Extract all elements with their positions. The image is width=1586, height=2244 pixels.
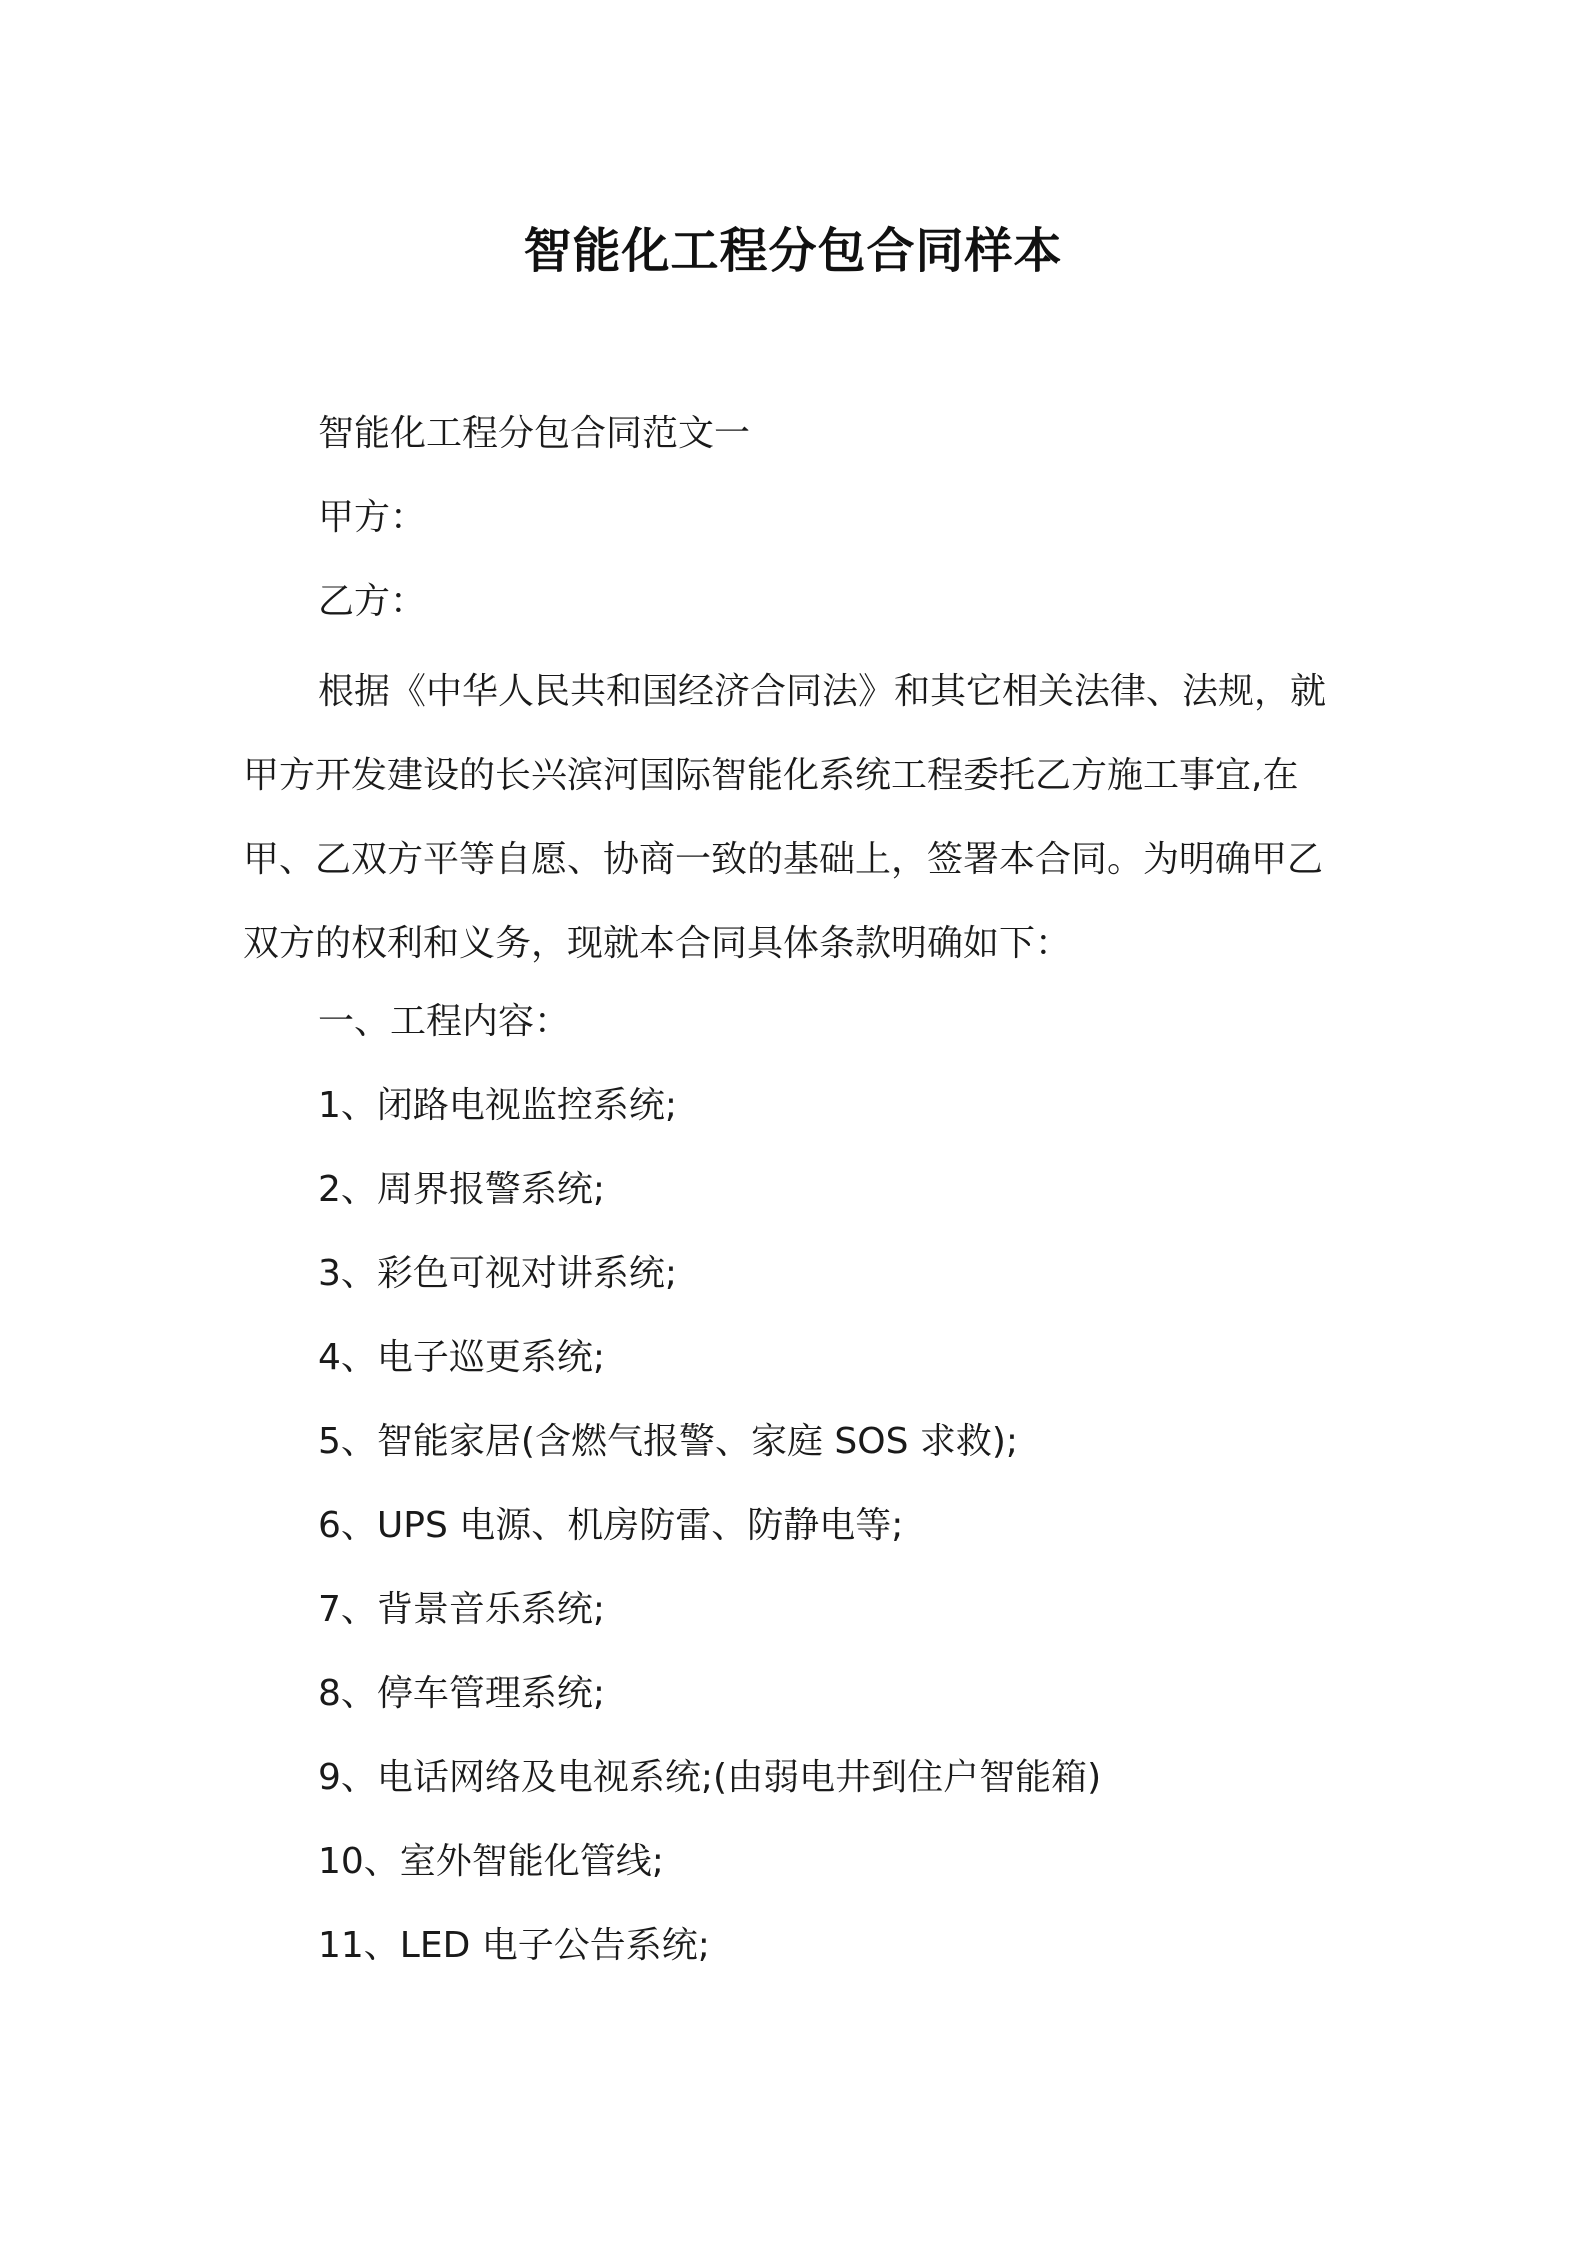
list-item: 4、电子巡更系统; [318,1337,606,1378]
document-subtitle: 智能化工程分包合同范文一 [318,413,751,454]
list-item: 3、彩色可视对讲系统; [318,1253,678,1294]
list-item: 10、室外智能化管线; [318,1841,664,1882]
party-a-label: 甲方： [318,497,427,538]
list-item: 6、UPS 电源、机房防雷、防静电等; [318,1505,904,1546]
list-item: 9、电话网络及电视系统;(由弱电井到住户智能箱) [318,1757,1102,1798]
preamble-paragraph [243,650,1355,986]
party-b-label: 乙方： [318,581,427,622]
section-heading: 一、工程内容： [318,1001,571,1042]
list-item: 5、智能家居(含燃气报警、家庭 SOS 求救); [318,1421,1019,1462]
list-item: 8、停车管理系统; [318,1673,606,1714]
list-item: 2、周界报警系统; [318,1169,606,1210]
list-item: 11、LED 电子公告系统; [318,1925,710,1966]
list-item: 7、背景音乐系统; [318,1589,606,1630]
preamble-text: 根据《中华人民共和国经济合同法》和其它相关法律、法规，就甲方开发建设的长兴滨河国际智能化系统工程委托乙方施工事宜,在甲、乙双方平等自愿、协商一致的基础上，签署本合同。为明确甲乙双方的权利和义务，现就本合同具体条款明确如下： [243,671,1327,964]
document-title: 智能化工程分包合同样本 [523,223,1063,279]
list-item: 1、闭路电视监控系统; [318,1085,678,1126]
